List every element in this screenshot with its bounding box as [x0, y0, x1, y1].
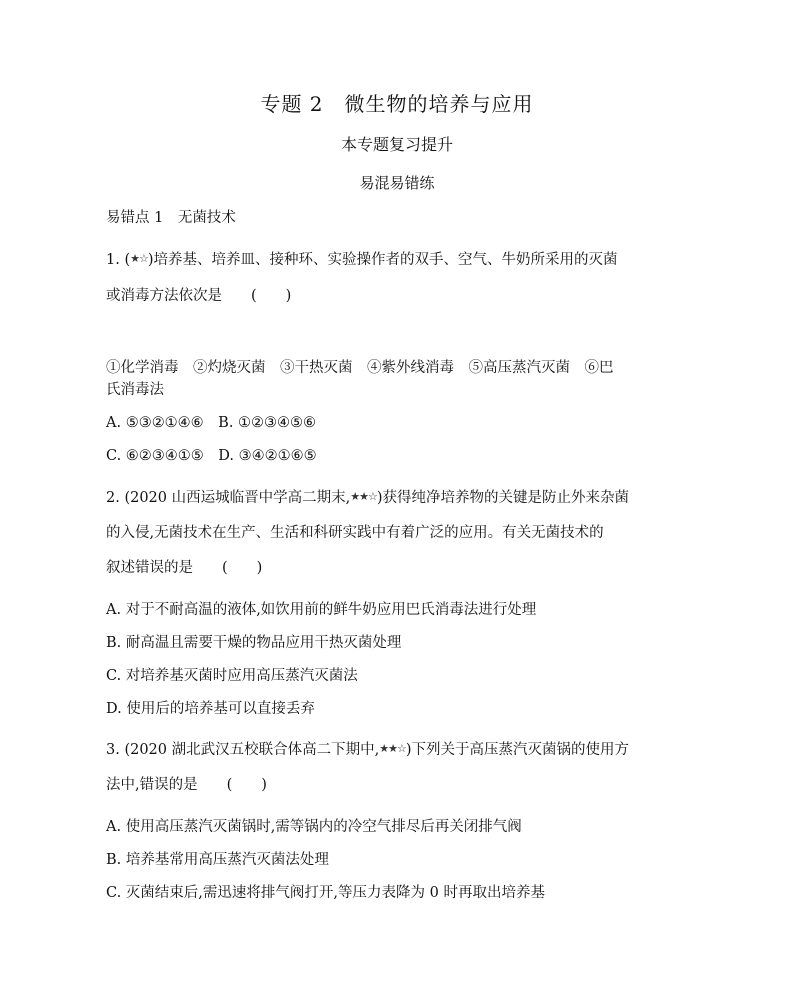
q2-option-b: B. 耐高温且需要干燥的物品应用干热灭菌处理 — [106, 635, 402, 651]
q2-line1 — [106, 486, 629, 507]
q1-options-ab: A. ⑤③②①④⑥ B. ①②③④⑤⑥ — [106, 415, 317, 431]
error-point-label: 易错点 1 无菌技术 — [106, 210, 236, 226]
q3-option-b: B. 培养基常用高压蒸汽灭菌法处理 — [106, 852, 329, 868]
q3-stem-text: )下列关于高压蒸汽灭菌锅的使用方 — [405, 742, 629, 758]
q2-line3: 叙述错误的是 ( ) — [106, 560, 263, 576]
q1-line2: 或消毒方法依次是 ( ) — [106, 288, 292, 304]
page-title: 专题 2 微生物的培养与应用 — [260, 92, 534, 116]
page-subtitle: 本专题复习提升 — [340, 135, 453, 154]
q3-number: 3. (2020 湖北武汉五校联合体高二下期中, — [106, 742, 380, 758]
q2-option-a: A. 对于不耐高温的液体,如饮用前的鲜牛奶应用巴氏消毒法进行处理 — [106, 602, 537, 618]
q1-line1 — [106, 248, 618, 269]
q2-option-c: C. 对培养基灭菌时应用高压蒸汽灭菌法 — [106, 668, 358, 684]
section-heading: 易混易错练 — [359, 174, 435, 192]
q3-option-a: A. 使用高压蒸汽灭菌锅时,需等锅内的冷空气排尽后再关闭排气阀 — [106, 819, 522, 835]
q3-option-c: C. 灭菌结束后,需迅速将排气阀打开,等压力表降为 0 时再取出培养基 — [106, 885, 545, 901]
q1-methods-line2: 氏消毒法 — [106, 382, 164, 398]
q2-stem-text: )获得纯净培养物的关键是防止外来杂菌 — [376, 490, 629, 506]
q1-number: 1. ( — [106, 252, 131, 268]
q3-line2: 法中,错误的是 ( ) — [106, 777, 267, 793]
difficulty-stars-icon: ★★☆ — [379, 742, 406, 755]
q2-option-d: D. 使用后的培养基可以直接丢弃 — [106, 701, 315, 717]
q1-options-cd: C. ⑥②③④①⑤ D. ③④②①⑥⑤ — [106, 448, 317, 464]
q3-line1 — [106, 738, 629, 759]
q1-stem-text: )培养基、培养皿、接种环、实验操作者的双手、空气、牛奶所采用的灭菌 — [147, 252, 618, 268]
q2-number: 2. (2020 山西运城临晋中学高二期末, — [106, 490, 351, 506]
q1-methods-line1: ①化学消毒 ②灼烧灭菌 ③干热灭菌 ④紫外线消毒 ⑤高压蒸汽灭菌 ⑥巴 — [106, 360, 614, 376]
q2-line2: 的入侵,无菌技术在生产、生活和科研实践中有着广泛的应用。有关无菌技术的 — [106, 525, 604, 541]
difficulty-stars-icon: ★★☆ — [350, 490, 377, 503]
difficulty-stars-icon: ★☆ — [130, 252, 148, 265]
